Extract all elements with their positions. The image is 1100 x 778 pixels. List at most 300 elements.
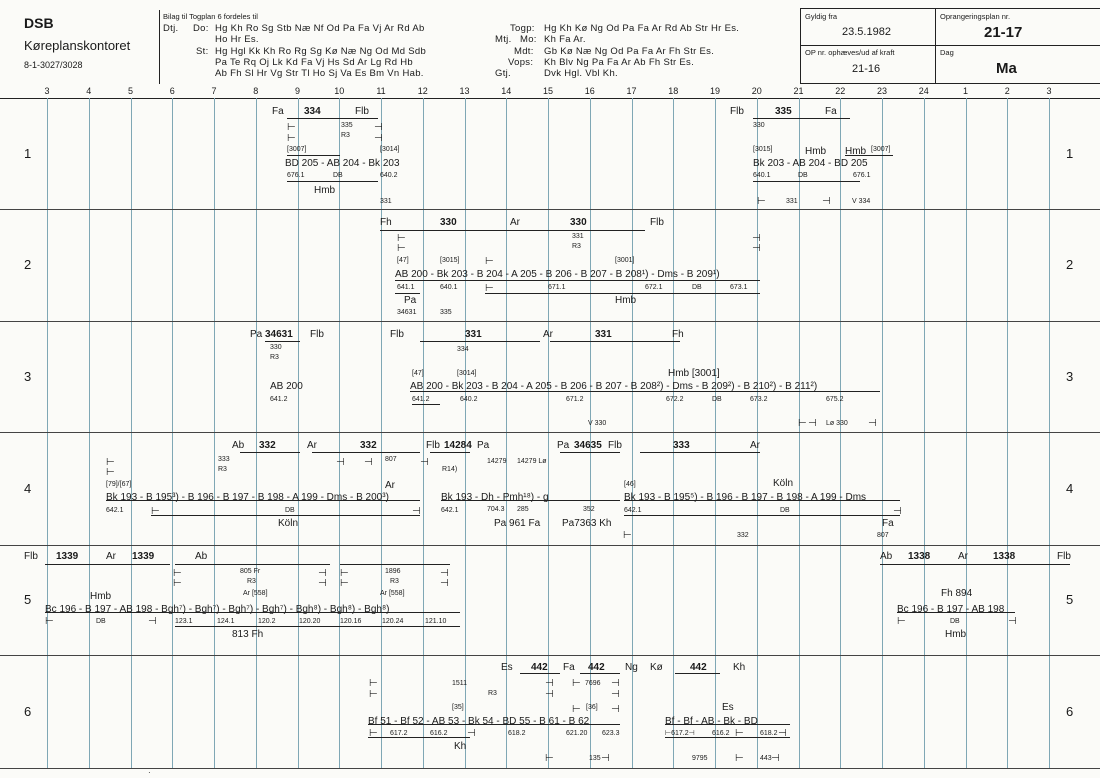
row-number: 1: [24, 145, 32, 161]
timetable-entry: 1511: [452, 680, 468, 687]
row-number: 1: [1066, 145, 1074, 161]
train-course-line: [753, 118, 850, 119]
st-line3: Ab Fh Sl Hr Vg Str Tl Ho Sj Va Es Bm Vn Hab.: [215, 68, 424, 79]
timetable-entry: ⊢: [173, 578, 182, 589]
timetable-entry: 641.2: [270, 396, 288, 403]
timetable-entry: Ng: [625, 662, 638, 673]
timetable-entry: R3: [390, 578, 399, 585]
timetable-entry: ⊢: [485, 283, 494, 294]
timetable-entry: ⊣: [752, 243, 761, 254]
document-header: [0, 0, 1100, 84]
timetable-entry: 442: [531, 662, 548, 673]
timetable-entry: Bk 193 - B 195³) - B 196 - B 197 - B 198 - A 199 - Dms - B 200³): [106, 492, 389, 503]
timetable-entry: Köln: [278, 518, 299, 529]
hour-label: 21: [793, 86, 804, 96]
timetable-entry: Pa: [557, 440, 570, 451]
timetable-entry: 331: [465, 329, 482, 340]
hour-label: 24: [918, 86, 929, 96]
timetable-entry: Ar: [958, 551, 968, 562]
timetable-entry: R3: [341, 132, 350, 139]
timetable-entry: 1338: [993, 551, 1016, 562]
timetable-entry: 7696: [585, 680, 601, 687]
timetable-entry: 676.1: [287, 172, 305, 179]
train-course-line: [624, 515, 900, 516]
row-number: 6: [1066, 703, 1074, 719]
row-separator: [0, 432, 1100, 433]
timetable-entry: 14279: [487, 458, 507, 465]
plan-value: 21-17: [984, 24, 1023, 41]
train-course-line: [175, 564, 330, 565]
timetable-entry: 120.20: [299, 618, 321, 625]
timetable-entry: Fa: [272, 106, 284, 117]
timetable-entry: ⊢: [798, 418, 807, 429]
hour-label: 16: [584, 86, 595, 96]
timetable-entry: ⊢: [545, 753, 554, 764]
timetable-entry: ⊣: [611, 678, 620, 689]
timetable-entry: [3014]: [457, 370, 477, 377]
row-number: 4: [24, 480, 32, 496]
timetable-entry: Hmb: [90, 591, 112, 602]
hour-label: 12: [417, 86, 428, 96]
train-course-line: [897, 612, 1015, 613]
timetable-entry: Flb: [24, 551, 38, 562]
train-course-line: [675, 673, 720, 674]
train-course-line: [368, 737, 470, 738]
timetable-entry: Bf 51 - Bf 52 - AB 53 - Bk 54 - BD 55 - B 61 - B 62: [368, 716, 590, 727]
timetable-entry: ⊢: [106, 467, 115, 478]
hour-gridline: [966, 98, 967, 768]
timetable-entry: DB: [950, 618, 960, 625]
train-course-line: [430, 452, 470, 453]
timetable-entry: ⊢: [106, 457, 115, 468]
footer-mark: ·: [148, 768, 151, 777]
hour-gridline: [214, 98, 215, 768]
timetable-entry: DB: [712, 396, 722, 403]
timetable-entry: ⊢: [572, 678, 581, 689]
timetable-entry: 330: [440, 217, 457, 228]
train-course-line: [441, 500, 620, 501]
timetable-entry: 334: [304, 106, 321, 117]
timetable-entry: R3: [247, 578, 256, 585]
timetable-entry: V 334: [852, 198, 871, 205]
timetable-entry: AB 200 - Bk 203 - B 204 - A 205 - B 206 - B 207 - B 208¹) - Dms - B 209¹): [395, 269, 720, 280]
timetable-entry: ⊢: [757, 196, 766, 207]
timetable-entry: 807: [877, 532, 889, 539]
timetable-entry: 672.1: [645, 284, 663, 291]
timetable-entry: 617.2: [390, 730, 408, 737]
timetable-entry: 335: [341, 122, 353, 129]
togp-value: Hg Kh Kø Ng Od Pa Fa Ar Rd Ab Str Hr Es.: [544, 23, 740, 34]
timetable-entry: ⊢: [735, 728, 744, 739]
timetable-entry: ⊢: [397, 243, 406, 254]
hour-label: 3: [1046, 86, 1052, 96]
timetable-entry: 331: [595, 329, 612, 340]
st-line2: Pa Te Rq Oj Lk Kd Fa Vj Hs Sd Ar Lg Rd Hb: [215, 57, 413, 68]
hour-label: 10: [334, 86, 345, 96]
hour-gridline: [423, 98, 424, 768]
hour-label: 19: [709, 86, 721, 96]
ophaeves-label: OP nr. ophæves/ud af kraft: [805, 48, 895, 57]
timetable-entry: Bc 196 - B 197 - AB 198: [897, 604, 1005, 615]
hour-label: 8: [253, 86, 259, 96]
dtj-label: Dtj.: [163, 23, 179, 34]
hour-gridline: [924, 98, 925, 768]
timetable-entry: 805 Fr: [240, 568, 261, 575]
train-course-line: [380, 230, 500, 231]
timetable-entry: [3014]: [380, 146, 400, 153]
timetable-entry: 641.2: [412, 396, 430, 403]
train-course-line: [340, 564, 450, 565]
timetable-entry: ⊣: [778, 728, 787, 739]
train-course-line: [45, 612, 460, 613]
row-number: 2: [1066, 257, 1074, 272]
train-course-line: [520, 673, 560, 674]
dag-label: Dag: [940, 48, 954, 57]
timetable-entry: ⊣: [318, 568, 327, 579]
timetable-entry: DB: [96, 618, 106, 625]
timetable-entry: Flb: [426, 440, 440, 451]
timetable-entry: ⊢: [340, 568, 349, 579]
timetable-entry: ⊣: [440, 578, 449, 589]
timetable-entry: Kh: [733, 662, 746, 673]
timetable-entry: R3: [572, 243, 581, 250]
timetable-entry: ⊣: [1008, 616, 1017, 627]
timetable-entry: DB: [780, 507, 790, 514]
timetable-entry: Fh: [380, 217, 392, 228]
timetable-entry: ⊢: [369, 728, 378, 739]
train-course-line: [500, 230, 645, 231]
timetable-entry: 1338: [908, 551, 931, 562]
timetable-entry: [79]/[67]: [106, 481, 132, 488]
hour-label: 9: [294, 86, 301, 96]
timetable-entry: ⊢: [485, 256, 494, 267]
hour-gridline: [548, 98, 549, 768]
train-course-line: [45, 564, 170, 565]
timetable-entry: AB 200 - Bk 203 - B 204 - A 205 - B 206 - B 207 - B 208²) - Dms - B 209²) - B 210²) - B 211²): [410, 381, 818, 392]
hour-gridline: [882, 98, 883, 768]
hour-gridline: [1049, 98, 1050, 768]
timetable-entry: Hmb: [945, 629, 967, 640]
doc-number: 8-1-3027/3028: [24, 60, 83, 70]
timetable-entry: Pa7363 Kh: [562, 518, 612, 529]
train-course-line: [624, 500, 900, 501]
timetable-entry: 333: [673, 440, 690, 451]
timetable-entry: 642.1: [624, 507, 642, 514]
timetable-entry: Ar [558]: [380, 590, 405, 597]
timetable-entry: 442: [690, 662, 707, 673]
timetable-entry: ⊣: [148, 616, 157, 627]
timetable-entry: Pa: [404, 295, 417, 306]
timetable-entry: 330: [753, 122, 765, 129]
mo-label: Mo:: [520, 34, 537, 45]
hour-label: 22: [835, 86, 846, 96]
timetable-entry: 121.10: [425, 618, 447, 625]
timetable-entry: ⊣: [374, 122, 383, 133]
row-number: 6: [24, 703, 32, 719]
hour-label: 15: [542, 86, 554, 96]
timetable-entry: Hmb [3001]: [668, 368, 720, 379]
timetable-entry: 616.2: [712, 730, 730, 737]
timetable-entry: ⊣: [893, 506, 902, 517]
timetable-entry: DB: [333, 172, 343, 179]
timetable-entry: Ab: [880, 551, 893, 562]
timetable-entry: Flb: [355, 106, 369, 117]
hour-label: 5: [127, 86, 134, 96]
dag-cell: [935, 45, 1100, 84]
timetable-entry: Flb: [390, 329, 404, 340]
hour-label: 7: [211, 86, 217, 96]
timetable-entry: Bc 196 - B 197 - AB 198 - Bgh⁷) - Bgh⁷) - Bgh⁷) - Bgh⁷) - Bgh⁸) - Bgh⁸) - Bgh⁸): [45, 604, 390, 615]
train-course-line: [485, 293, 760, 294]
timetable-entry: ⊢: [897, 616, 906, 627]
timetable-entry: Flb: [730, 106, 744, 117]
timetable-entry: Ar [558]: [243, 590, 268, 597]
bilag-title: Bilag til Togplan 6 fordeles til: [163, 12, 258, 21]
hour-gridline: [799, 98, 800, 768]
timetable-entry: 443: [760, 755, 772, 762]
timetable-entry: Es: [501, 662, 513, 673]
timetable-entry: Hmb: [805, 146, 827, 157]
timetable-entry: 1339: [132, 551, 155, 562]
timetable-entry: 640.2: [380, 172, 398, 179]
timetable-entry: Ar: [106, 551, 116, 562]
train-course-line: [106, 500, 420, 501]
timetable-entry: Pa: [477, 440, 490, 451]
timetable-entry: Fh 894: [941, 588, 973, 599]
timetable-entry: ⊣: [752, 233, 761, 244]
train-course-line: [287, 181, 378, 182]
timetable-entry: Kø: [650, 662, 663, 673]
timetable-entry: [47]: [412, 370, 424, 377]
timetable-entry: 120.16: [340, 618, 362, 625]
timetable-entry: 14284: [444, 440, 472, 451]
timetable-entry: 1896: [385, 568, 401, 575]
timetable-entry: ⊢: [287, 133, 296, 144]
row-separator: [0, 209, 1100, 210]
train-course-line: [665, 724, 790, 725]
timetable-entry: 333: [218, 456, 230, 463]
timetable-entry: Hmb: [615, 295, 637, 306]
timetable-entry: 14279 Lø: [517, 458, 547, 465]
hour-gridline: [465, 98, 466, 768]
timetable-entry: ⊢: [340, 578, 349, 589]
train-course-line: [420, 341, 540, 342]
timetable-entry: [36]: [586, 704, 598, 711]
timetable-entry: DB: [285, 507, 295, 514]
timetable-entry: R3: [270, 354, 279, 361]
timetable-entry: [3015]: [440, 257, 460, 264]
row-number: 5: [24, 592, 32, 607]
timetable-entry: [3007]: [871, 146, 891, 153]
timetable-entry: 623.3: [602, 730, 620, 737]
timetable-entry: ⊣: [440, 568, 449, 579]
timetable-entry: ⊣: [545, 678, 554, 689]
mdt-label: Mdt:: [514, 46, 534, 57]
timetable-entry: 335: [440, 309, 452, 316]
timetable-entry: Bk 193 - Dh - Pmh¹⁸) - g: [441, 492, 549, 503]
hour-label: 20: [751, 86, 762, 96]
row-number: 3: [24, 368, 32, 384]
timetable-entry: Bk 203 - AB 204 - BD 205: [753, 158, 868, 169]
timetable-entry: 120.24: [382, 618, 404, 625]
timetable-entry: 1339: [56, 551, 79, 562]
timetable-entry: ⊢: [369, 689, 378, 700]
vops-value: Kh Blv Ng Pa Fa Ar Ab Fh Str Es.: [544, 57, 695, 68]
hour-gridline: [339, 98, 340, 768]
hour-gridline: [172, 98, 173, 768]
timetable-entry: Es: [722, 702, 734, 713]
timetable-entry: Ar: [543, 329, 553, 340]
timetable-entry: [46]: [624, 481, 636, 488]
timetable-entry: 120.2: [258, 618, 276, 625]
timetable-entry: Ab: [195, 551, 208, 562]
timetable-entry: ⊣: [771, 753, 780, 764]
do-line1: Hg Kh Ro Sg Stb Næ Nf Od Pa Fa Vj Ar Rd Ab: [215, 23, 425, 34]
timetable-entry: ⊣: [336, 457, 345, 468]
timetable-entry: ⊣: [601, 753, 610, 764]
train-course-line: [550, 341, 680, 342]
timetable-entry: ⊢: [572, 704, 581, 715]
timetable-entry: ⊣: [374, 133, 383, 144]
timetable-entry: 330: [570, 217, 587, 228]
timetable-entry: 330: [270, 344, 282, 351]
timetable-entry: Bf - Bf - AB - Bk - BD: [665, 716, 758, 727]
hour-gridline: [131, 98, 132, 768]
timetable-entry: 618.2: [508, 730, 526, 737]
train-course-line: [175, 626, 460, 627]
row-separator: [0, 768, 1100, 769]
timetable-entry: 352: [583, 506, 595, 513]
gyldig-value: 23.5.1982: [842, 26, 891, 38]
timetable-entry: 616.2: [430, 730, 448, 737]
hour-label: 2: [1004, 86, 1010, 96]
timetable-entry: 675.2: [826, 396, 844, 403]
timetable-entry: 34631: [265, 329, 293, 340]
gtj-label: Gtj.: [495, 68, 511, 79]
row-number: 4: [1066, 480, 1074, 496]
train-course-line: [312, 452, 420, 453]
timetable-entry: 123.1: [175, 618, 193, 625]
hour-axis: [0, 84, 1100, 99]
timetable-entry: ⊣: [318, 578, 327, 589]
timetable-entry: 331: [380, 198, 392, 205]
timetable-entry: DB: [692, 284, 702, 291]
row-number: 3: [1066, 368, 1074, 384]
hour-label: 18: [668, 86, 679, 96]
timetable-entry: ⊢: [369, 678, 378, 689]
timetable-entry: 673.2: [750, 396, 768, 403]
timetable-entry: 34635: [574, 440, 602, 451]
timetable-entry: 135: [589, 755, 601, 762]
timetable-entry: 671.2: [566, 396, 584, 403]
train-course-line: [845, 155, 893, 156]
do-line2: Ho Hr Es.: [215, 34, 259, 45]
timetable-entry: 332: [360, 440, 377, 451]
train-course-line: [287, 155, 340, 156]
timetable-entry: [3007]: [287, 146, 307, 153]
timetable-entry: 335: [775, 106, 792, 117]
timetable-entry: AB 200: [270, 381, 303, 392]
timetable-entry: ⊣: [412, 506, 421, 517]
timetable-entry: ⊢: [173, 568, 182, 579]
train-course-line: [265, 341, 300, 342]
hour-gridline: [673, 98, 674, 768]
hour-label: 4: [86, 86, 92, 96]
timetable-entry: R14): [442, 466, 458, 473]
timetable-entry: ⊣: [611, 689, 620, 700]
timetable-entry: 285: [517, 506, 529, 513]
timetable-entry: 442: [588, 662, 605, 673]
hour-gridline: [715, 98, 716, 768]
timetable-entry: Ar: [750, 440, 760, 451]
timetable-entry: 672.2: [666, 396, 684, 403]
timetable-entry: Fa: [882, 518, 894, 529]
timetable-entry: ⊢: [287, 122, 296, 133]
timetable-entry: [3001]: [615, 257, 635, 264]
timetable-entry: Hmb: [845, 146, 867, 157]
train-course-line: [287, 118, 378, 119]
timetable-entry: Lø 330: [826, 420, 848, 427]
timetable-entry: Flb: [650, 217, 664, 228]
st-label: St:: [196, 46, 209, 57]
timetable-entry: ⊣: [822, 196, 831, 207]
plan-label: Oprangeringsplan nr.: [940, 12, 1011, 21]
timetable-entry: 640.1: [753, 172, 771, 179]
train-course-line: [880, 564, 1070, 565]
train-course-line: [412, 404, 440, 405]
timetable-entry: ⊢: [623, 530, 632, 541]
timetable-entry: ⊣: [420, 457, 429, 468]
timetable-entry: Fa: [563, 662, 575, 673]
timetable-entry: ⊢: [397, 233, 406, 244]
org-name: DSB: [24, 15, 54, 31]
hour-label: 3: [44, 86, 50, 96]
row-separator: [0, 545, 1100, 546]
timetable-entry: ⊢: [45, 616, 54, 627]
hour-label: 6: [169, 86, 175, 96]
mtj-label: Mtj.: [495, 34, 512, 45]
timetable-entry: 334: [457, 346, 469, 353]
timetable-entry: 642.1: [106, 507, 124, 514]
timetable-entry: 332: [259, 440, 276, 451]
timetable-entry: Fh: [672, 329, 684, 340]
timetable-entry: 640.2: [460, 396, 478, 403]
timetable-entry: Ar: [307, 440, 317, 451]
hour-gridline: [89, 98, 90, 768]
timetable-entry: Bk 193 - B 195⁵) - B 196 - B 197 - B 198 - A 199 - Dms: [624, 492, 867, 503]
train-course-line: [560, 452, 620, 453]
timetable-entry: ⊢: [151, 506, 160, 517]
timetable-entry: 332: [737, 532, 749, 539]
hour-label: 14: [501, 86, 512, 96]
timetable-entry: Flb: [1057, 551, 1071, 562]
do-label: Do:: [193, 23, 209, 34]
hour-gridline: [840, 98, 841, 768]
timetable-entry: Flb: [608, 440, 622, 451]
timetable-entry: Ar: [385, 480, 395, 491]
train-course-line: [665, 737, 790, 738]
timetable-entry: 124.1: [217, 618, 235, 625]
train-course-line: [395, 293, 420, 294]
timetable-entry: ⊣: [364, 457, 373, 468]
train-course-line: [240, 452, 300, 453]
hour-label: 23: [876, 86, 888, 96]
train-course-line: [151, 515, 420, 516]
hour-label: 17: [626, 86, 637, 96]
timetable-entry: 331: [572, 233, 584, 240]
vops-label: Vops:: [508, 57, 534, 68]
office-name: Køreplanskontoret: [24, 38, 131, 53]
